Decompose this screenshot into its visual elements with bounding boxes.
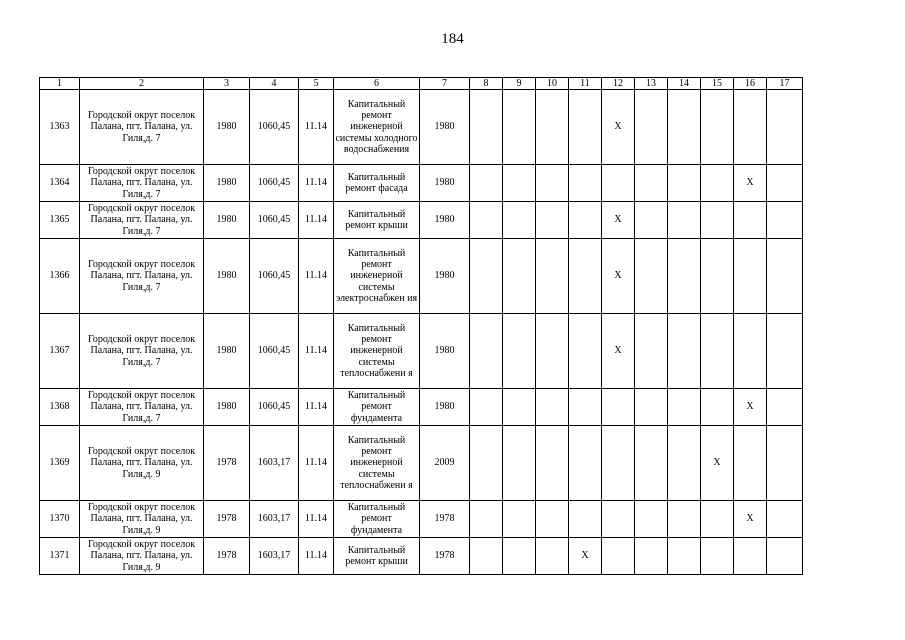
empty-cell [503,426,536,501]
empty-cell [602,501,635,538]
empty-cell [668,501,701,538]
empty-cell [569,202,602,239]
mark-cell: X [602,239,635,314]
empty-cell [635,239,668,314]
column-header: 4 [250,78,299,90]
empty-cell [701,389,734,426]
table-row [40,165,803,202]
empty-cell [635,90,668,165]
mark-cell: X [701,426,734,501]
mark-cell: X [569,538,602,575]
empty-cell [767,202,803,239]
empty-cell [602,389,635,426]
code-cell: 11.14 [299,239,334,314]
row-number: 1364 [40,165,80,202]
planned-year-cell: 1980 [420,314,470,389]
planned-year-cell: 1980 [420,202,470,239]
column-header: 7 [420,78,470,90]
column-header: 2 [80,78,204,90]
empty-cell [701,202,734,239]
empty-cell [635,389,668,426]
empty-cell [536,202,569,239]
empty-cell [701,165,734,202]
build-year-cell: 1978 [204,501,250,538]
empty-cell [635,202,668,239]
column-header: 6 [334,78,420,90]
row-number: 1366 [40,239,80,314]
row-number: 1368 [40,389,80,426]
empty-cell [668,165,701,202]
mark-cell: X [734,501,767,538]
empty-cell [503,501,536,538]
code-cell: 11.14 [299,389,334,426]
empty-cell [470,90,503,165]
empty-cell [701,239,734,314]
planned-year-cell: 1978 [420,501,470,538]
empty-cell [767,239,803,314]
address-cell: Городской округ поселок Палана, пгт. Палана, ул. Гиля,д. 7 [80,90,204,165]
area-cell: 1060,45 [250,165,299,202]
empty-cell [635,426,668,501]
empty-cell [536,426,569,501]
table-row [40,389,803,426]
empty-cell [734,538,767,575]
empty-cell [602,165,635,202]
empty-cell [503,165,536,202]
address-cell: Городской округ поселок Палана, пгт. Палана, ул. Гиля,д. 7 [80,202,204,239]
empty-cell [767,90,803,165]
area-cell: 1060,45 [250,90,299,165]
area-cell: 1603,17 [250,501,299,538]
work-type-cell: Капитальный ремонт крыши [334,538,420,575]
column-header: 3 [204,78,250,90]
empty-cell [536,90,569,165]
column-header: 11 [569,78,602,90]
address-cell: Городской округ поселок Палана, пгт. Палана, ул. Гиля,д. 9 [80,538,204,575]
column-header: 1 [40,78,80,90]
header-row [40,78,803,90]
code-cell: 11.14 [299,202,334,239]
column-header: 12 [602,78,635,90]
build-year-cell: 1978 [204,538,250,575]
empty-cell [470,165,503,202]
empty-cell [767,314,803,389]
empty-cell [668,202,701,239]
planned-year-cell: 1980 [420,239,470,314]
empty-cell [536,389,569,426]
table-row [40,314,803,389]
code-cell: 11.14 [299,501,334,538]
empty-cell [767,389,803,426]
empty-cell [668,426,701,501]
empty-cell [734,90,767,165]
empty-cell [668,389,701,426]
empty-cell [536,165,569,202]
build-year-cell: 1980 [204,202,250,239]
empty-cell [503,202,536,239]
empty-cell [470,239,503,314]
empty-cell [635,538,668,575]
empty-cell [470,501,503,538]
empty-cell [668,239,701,314]
empty-cell [470,426,503,501]
empty-cell [569,90,602,165]
mark-cell: X [602,314,635,389]
empty-cell [569,165,602,202]
mark-cell: X [734,165,767,202]
empty-cell [470,202,503,239]
build-year-cell: 1980 [204,314,250,389]
row-number: 1363 [40,90,80,165]
column-header: 13 [635,78,668,90]
empty-cell [701,501,734,538]
empty-cell [701,90,734,165]
table-row [40,426,803,501]
column-header: 15 [701,78,734,90]
table-row [40,202,803,239]
empty-cell [635,501,668,538]
empty-cell [536,501,569,538]
mark-cell: X [734,389,767,426]
address-cell: Городской округ поселок Палана, пгт. Палана, ул. Гиля,д. 7 [80,389,204,426]
address-cell: Городской округ поселок Палана, пгт. Палана, ул. Гиля,д. 9 [80,501,204,538]
empty-cell [503,90,536,165]
empty-cell [569,314,602,389]
row-number: 1370 [40,501,80,538]
empty-cell [767,501,803,538]
address-cell: Городской округ поселок Палана, пгт. Палана, ул. Гиля,д. 7 [80,314,204,389]
area-cell: 1060,45 [250,202,299,239]
column-header: 17 [767,78,803,90]
mark-cell: X [602,202,635,239]
table-row [40,501,803,538]
work-type-cell: Капитальный ремонт фундамента [334,389,420,426]
empty-cell [767,165,803,202]
area-cell: 1060,45 [250,389,299,426]
area-cell: 1060,45 [250,314,299,389]
column-header: 5 [299,78,334,90]
empty-cell [569,389,602,426]
table-row [40,239,803,314]
code-cell: 11.14 [299,165,334,202]
empty-cell [602,426,635,501]
row-number: 1367 [40,314,80,389]
code-cell: 11.14 [299,426,334,501]
planned-year-cell: 1980 [420,389,470,426]
empty-cell [536,538,569,575]
area-cell: 1060,45 [250,239,299,314]
build-year-cell: 1980 [204,239,250,314]
empty-cell [569,426,602,501]
empty-cell [470,314,503,389]
planned-year-cell: 2009 [420,426,470,501]
build-year-cell: 1980 [204,389,250,426]
empty-cell [470,538,503,575]
address-cell: Городской округ поселок Палана, пгт. Палана, ул. Гиля,д. 9 [80,426,204,501]
empty-cell [635,165,668,202]
address-cell: Городской округ поселок Палана, пгт. Палана, ул. Гиля,д. 7 [80,239,204,314]
empty-cell [734,314,767,389]
column-header: 16 [734,78,767,90]
column-header: 9 [503,78,536,90]
empty-cell [503,314,536,389]
mark-cell: X [602,90,635,165]
empty-cell [602,538,635,575]
area-cell: 1603,17 [250,538,299,575]
empty-cell [536,239,569,314]
row-number: 1365 [40,202,80,239]
empty-cell [536,314,569,389]
work-type-cell: Капитальный ремонт крыши [334,202,420,239]
work-type-cell: Капитальный ремонт фасада [334,165,420,202]
empty-cell [503,389,536,426]
build-year-cell: 1980 [204,90,250,165]
empty-cell [470,389,503,426]
empty-cell [668,538,701,575]
planned-year-cell: 1980 [420,90,470,165]
empty-cell [734,239,767,314]
empty-cell [701,314,734,389]
planned-year-cell: 1978 [420,538,470,575]
empty-cell [734,426,767,501]
column-header: 14 [668,78,701,90]
build-year-cell: 1978 [204,426,250,501]
empty-cell [734,202,767,239]
work-type-cell: Капитальный ремонт инженерной системы теплоснабжени я [334,426,420,501]
empty-cell [503,239,536,314]
empty-cell [767,426,803,501]
empty-cell [569,501,602,538]
empty-cell [569,239,602,314]
work-type-cell: Капитальный ремонт инженерной системы холодного водоснабжения [334,90,420,165]
empty-cell [503,538,536,575]
row-number: 1369 [40,426,80,501]
build-year-cell: 1980 [204,165,250,202]
area-cell: 1603,17 [250,426,299,501]
address-cell: Городской округ поселок Палана, пгт. Палана, ул. Гиля,д. 7 [80,165,204,202]
work-type-cell: Капитальный ремонт инженерной системы электроснабжен ия [334,239,420,314]
column-header: 8 [470,78,503,90]
empty-cell [701,538,734,575]
work-type-cell: Капитальный ремонт инженерной системы теплоснабжени я [334,314,420,389]
row-number: 1371 [40,538,80,575]
empty-cell [668,90,701,165]
work-type-cell: Капитальный ремонт фундамента [334,501,420,538]
empty-cell [767,538,803,575]
page-number: 184 [441,31,464,47]
empty-cell [668,314,701,389]
repair-register-table [39,77,803,575]
table-row [40,90,803,165]
code-cell: 11.14 [299,538,334,575]
planned-year-cell: 1980 [420,165,470,202]
column-header: 10 [536,78,569,90]
table-row [40,538,803,575]
code-cell: 11.14 [299,90,334,165]
code-cell: 11.14 [299,314,334,389]
empty-cell [635,314,668,389]
